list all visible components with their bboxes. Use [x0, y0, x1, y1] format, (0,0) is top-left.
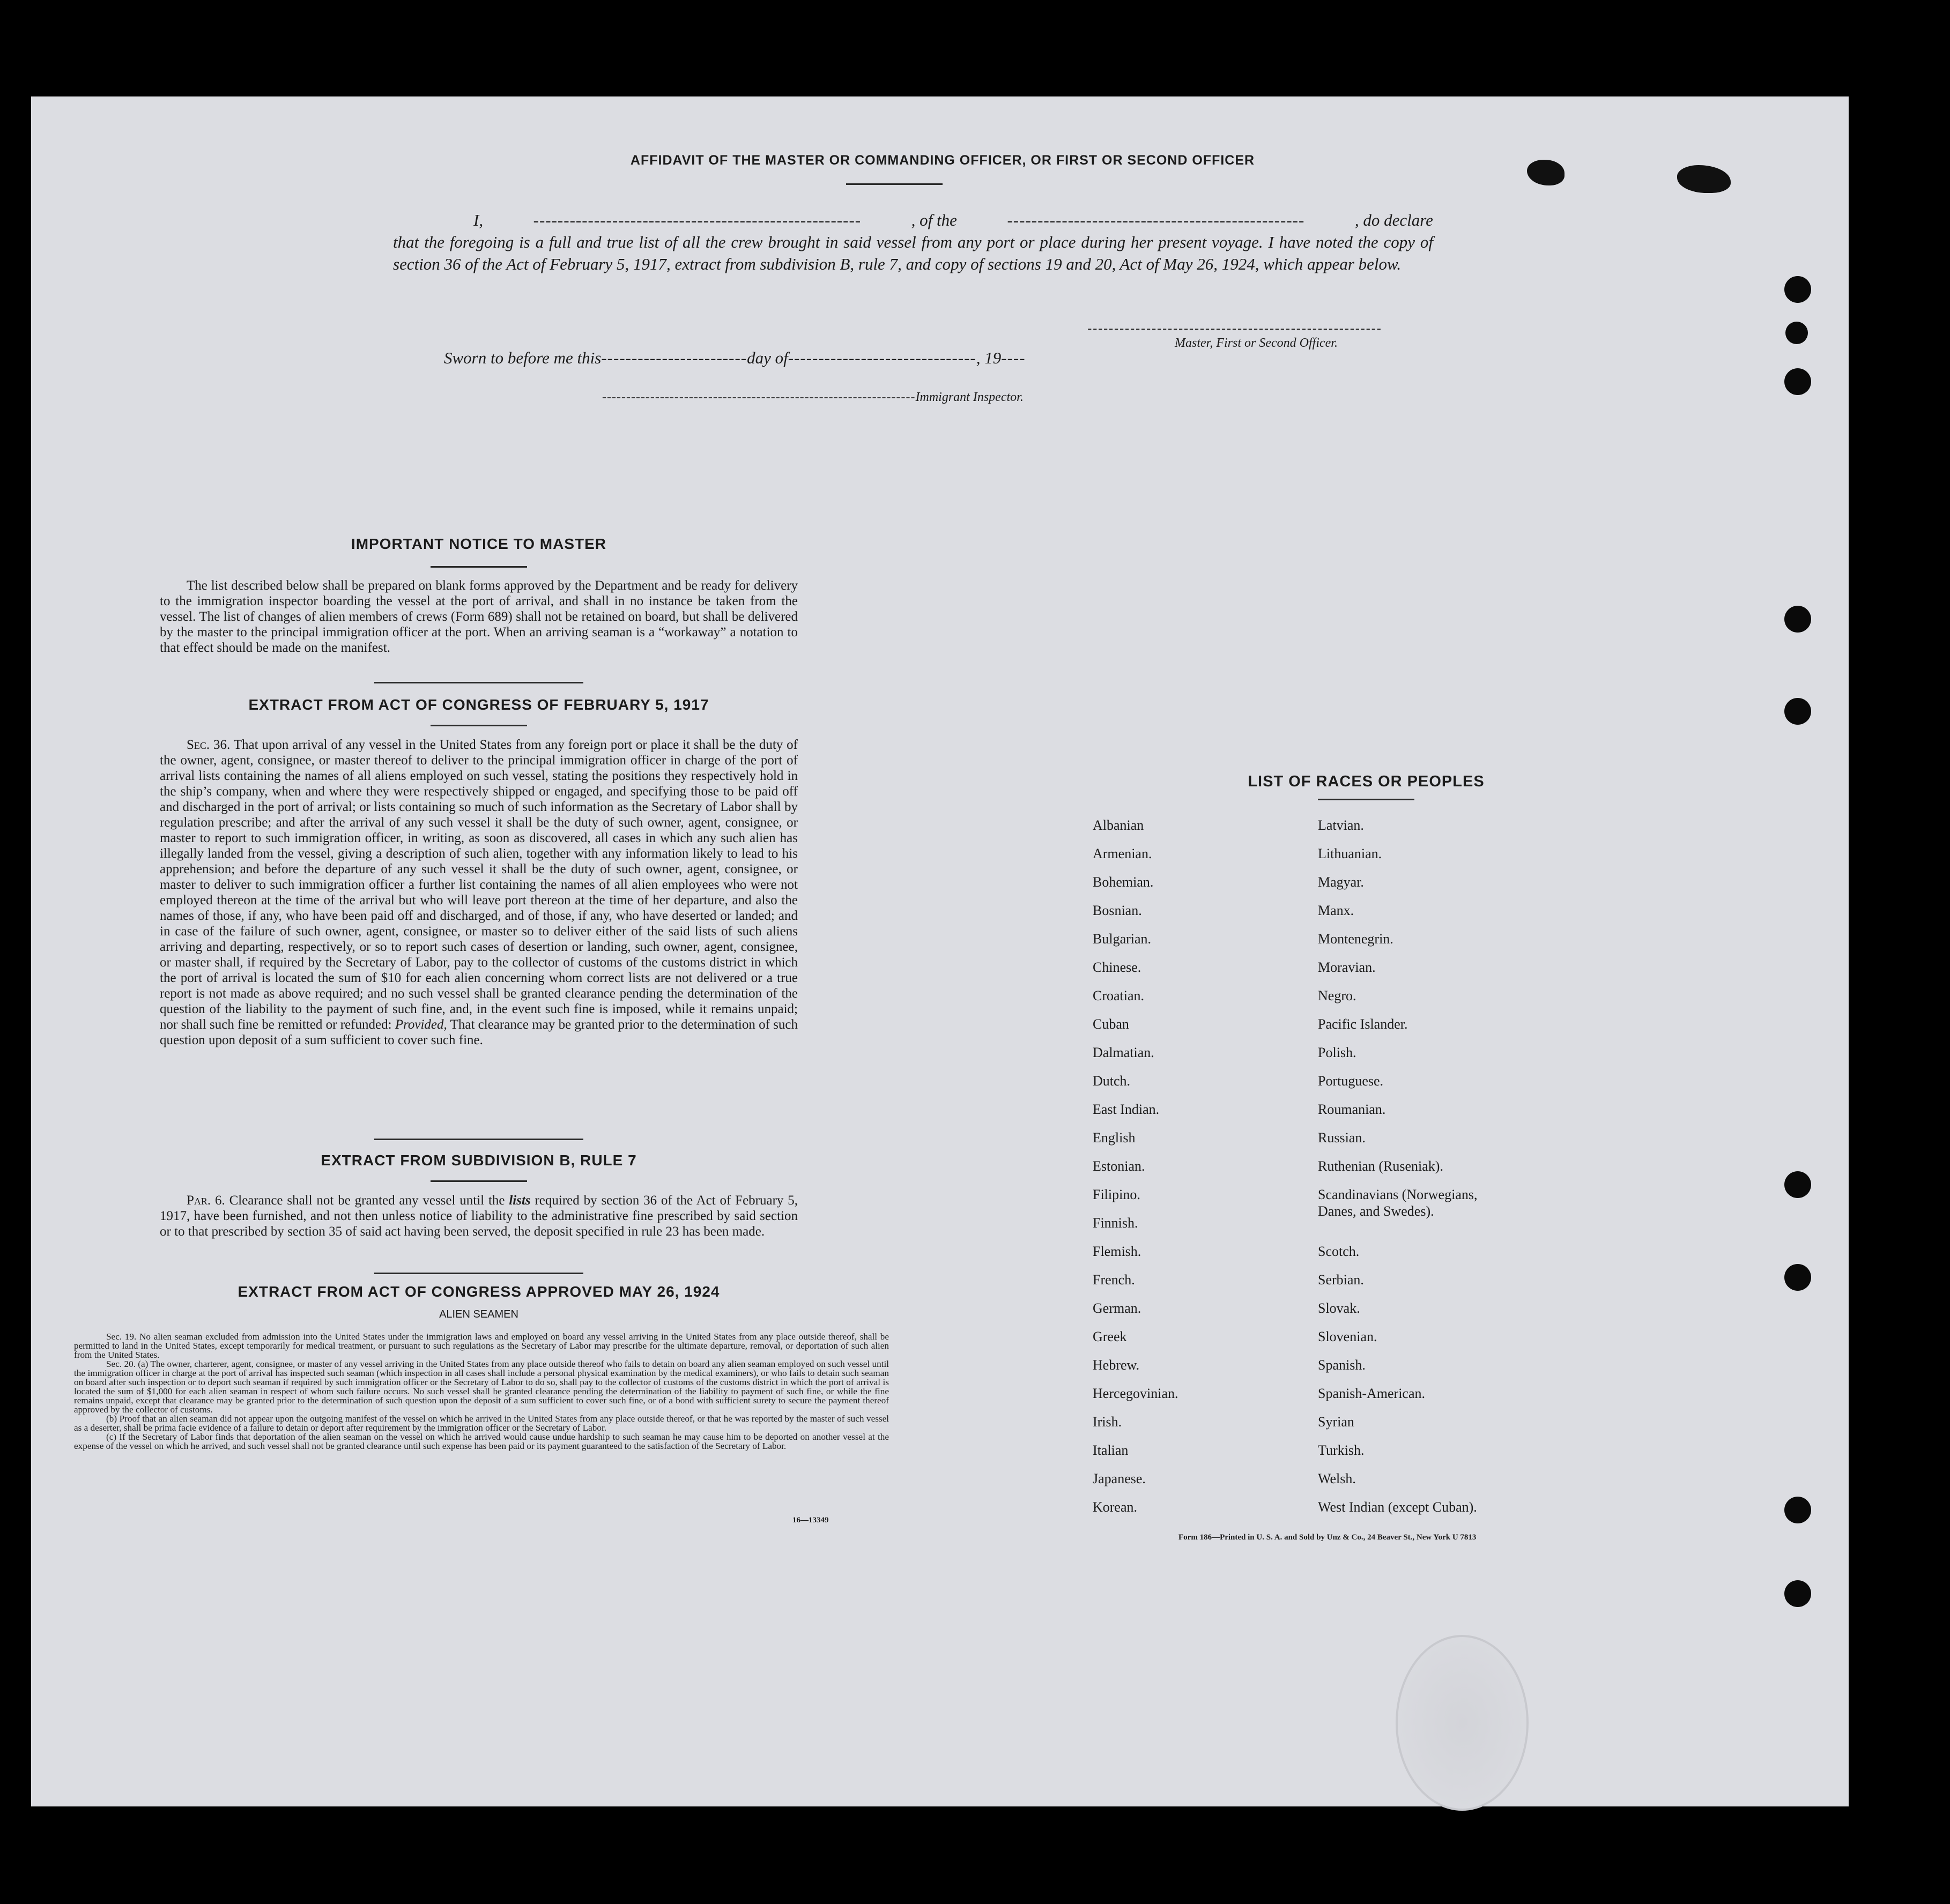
list-item: Bosnian.: [1093, 903, 1142, 918]
punch-hole: [1784, 698, 1811, 725]
list-item: Albanian: [1093, 817, 1144, 833]
punch-hole: [1784, 368, 1811, 395]
printer-footer: Form 186—Printed in U. S. A. and Sold by Unz & Co., 24 Beaver St., New York U 7813: [1178, 1533, 1477, 1542]
list-item: Korean.: [1093, 1499, 1138, 1515]
sworn-line: [444, 348, 1026, 368]
list-item: Turkish.: [1318, 1442, 1365, 1458]
punch-hole: [1784, 1580, 1811, 1607]
embossed-seal: [1396, 1635, 1529, 1811]
inspector-line: [602, 390, 1024, 405]
list-item: Italian: [1093, 1442, 1129, 1458]
list-item: Pacific Islander.: [1318, 1016, 1408, 1032]
punch-hole: [1784, 606, 1811, 633]
list-item: Scandinavians (Norwegians, Danes, and Swedes).: [1318, 1187, 1478, 1219]
list-item: Cuban: [1093, 1016, 1129, 1032]
of-the-label: , of the: [911, 211, 957, 229]
divider: [431, 725, 527, 726]
list-item: Welsh.: [1318, 1471, 1356, 1486]
blank-line: ------------------------: [601, 348, 747, 367]
inspector-caption: Immigrant Inspector.: [915, 390, 1024, 404]
ink-blot: [1527, 160, 1565, 185]
sec-20c-text: (c) If the Secretary of Labor finds that deportation of the alien seaman on the vessel on which he arrived would cause undue hardship to such seaman he may cause him to be deported on another vessel at the expense of the vessel on which he arrived, and such vessel shall not be granted clearance until such expense has been paid or its payment guaranteed to the satisfaction of the Secretary of Labor.: [74, 1432, 889, 1451]
list-item: Spanish-American.: [1318, 1386, 1426, 1401]
signature-caption: Master, First or Second Officer.: [1175, 336, 1338, 350]
list-item: Manx.: [1318, 903, 1354, 918]
ink-blot: [1677, 165, 1731, 193]
list-item: Hercegovinian.: [1093, 1386, 1178, 1401]
list-item: Ruthenian (Ruseniak).: [1318, 1158, 1443, 1174]
list-item: Spanish.: [1318, 1357, 1366, 1373]
affidavit-text: that the foregoing is a full and true list of all the crew brought in said vessel from any port or place during her present voyage. I have noted the copy of section 36 of the Act of February 5, 1917, extract from subdivision B, rule 7, and copy of sections 19 and 20, Act of May 26, 1924, which appear below.: [393, 233, 1433, 273]
divider: [846, 183, 943, 185]
blank-line: ----: [1001, 348, 1026, 367]
list-item: Flemish.: [1093, 1244, 1141, 1259]
list-item: Finnish.: [1093, 1215, 1138, 1231]
list-item: Moravian.: [1318, 960, 1376, 975]
sec-20a-text: Sec. 20. (a) The owner, charterer, agent, consignee, or master of any vessel arriving in the United States from any place outside thereof who fails to detain on board any alien seaman employed on such vessel until the immigration officer in charge at the port of arrival has inspected such seaman (which inspection in all cases shall include a personal physical examination by the medical examiners), or who fails to detain such seaman on board after such inspection or to deport such seaman if required by such immigration officer or the Secretary of Labor to do so, shall pay to the collector of customs of the customs district in which the port of arrival is located the sum of $1,000 for each alien seaman in respect of whom such failure occurs. No such vessel shall be granted clearance pending the determination of the liability to payment of such fine, or while the fine remains unpaid, except that clearance may be granted prior to the determination of such question upon the deposit of a sum sufficient to cover such fine, or of a bond with sufficient surety to secure the payment thereof approved by the collector of customs.: [74, 1359, 889, 1415]
divider: [374, 1273, 583, 1274]
list-item: East Indian.: [1093, 1102, 1160, 1117]
list-item: Greek: [1093, 1329, 1127, 1344]
sec-19-text: Sec. 19. No alien seaman excluded from admission into the United States under the immigration laws and employed on board any vessel arriving in the United States from any place outside thereof, shall be permitted to land in the United States, except temporarily for medical treatment, or pursuant to such regulations as the Secretary of Labor may prescribe for the ultimate departure, removal, or deportation of such alien from the United States.: [74, 1332, 889, 1360]
list-item: Montenegrin.: [1318, 931, 1393, 947]
punch-hole: [1785, 322, 1808, 344]
form-number: 16—13349: [792, 1516, 829, 1524]
divider: [431, 1180, 527, 1182]
list-item: Scotch.: [1318, 1244, 1360, 1259]
list-item: Dalmatian.: [1093, 1045, 1154, 1060]
extract-1924-text: [74, 1332, 889, 1451]
list-item: Slovenian.: [1318, 1329, 1377, 1344]
punch-hole: [1784, 1264, 1811, 1291]
blank-line: -------------------------------: [788, 348, 976, 367]
affidavit-title: AFFIDAVIT OF THE MASTER OR COMMANDING OFFICER, OR FIRST OR SECOND OFFICER: [630, 153, 1255, 168]
divider: [1318, 799, 1414, 800]
punch-hole: [1784, 276, 1811, 303]
list-item: Croatian.: [1093, 988, 1145, 1003]
extract-1917-title: EXTRACT FROM ACT OF CONGRESS OF FEBRUARY 5, 1917: [248, 696, 709, 713]
punch-hole: [1784, 1171, 1811, 1198]
list-item: Irish.: [1093, 1414, 1122, 1430]
races-title: LIST OF RACES OR PEOPLES: [1248, 773, 1485, 790]
list-item: English: [1093, 1130, 1136, 1146]
sworn-day: day of: [747, 348, 788, 367]
declare-label: , do declare: [1354, 211, 1433, 229]
list-item: Bulgarian.: [1093, 931, 1152, 947]
list-item: Bohemian.: [1093, 874, 1154, 890]
provided-word: Provided,: [395, 1017, 447, 1032]
list-item: Roumanian.: [1318, 1102, 1386, 1117]
list-item: Armenian.: [1093, 846, 1152, 861]
list-item: Negro.: [1318, 988, 1356, 1003]
notice-text: The list described below shall be prepared on blank forms approved by the Department and be ready for delivery to the immigration inspector boarding the vessel at the port of arrival, and shall in no instance be taken from the vessel. The list of changes of alien members of crews (Form 689) shall not be retained on board, but shall be delivered by the master to the principal immigration officer at the port. When an arriving seaman is a “workaway” a notation to that effect should be made on the manifest.: [160, 578, 798, 655]
blank-line: -----------------------------------------------------------------: [602, 390, 916, 404]
sec-36-end: That clearance may be granted prior to the determination of such question upon deposit of a sum sufficient to cover such fine.: [160, 1017, 798, 1047]
rule7-title: EXTRACT FROM SUBDIVISION B, RULE 7: [321, 1152, 637, 1169]
list-item: Serbian.: [1318, 1272, 1364, 1288]
lists-word: lists: [509, 1193, 531, 1208]
list-item: Portuguese.: [1318, 1073, 1384, 1089]
blank-line: -------------------------------------------------: [1007, 211, 1305, 229]
list-item: Russian.: [1318, 1130, 1366, 1146]
sec-20b-text: (b) Proof that an alien seaman did not appear upon the outgoing manifest of the vessel on which he arrived in the United States from any place outside thereof, or that he was reported by the master of such vessel as a deserter, shall be prima facie evidence of a failure to detain or deport after requirement by the immigration officer or the Secretary of Labor.: [74, 1414, 889, 1433]
list-item: Japanese.: [1093, 1471, 1146, 1486]
sworn-prefix: Sworn to before me this: [444, 348, 602, 367]
list-item: Estonian.: [1093, 1158, 1145, 1174]
list-item: Dutch.: [1093, 1073, 1131, 1089]
document-page: [31, 96, 1849, 1806]
i-label: I,: [473, 211, 484, 229]
blank-line: ------------------------------------------------------: [533, 211, 862, 229]
extract-1924-subtitle: ALIEN SEAMEN: [439, 1308, 518, 1320]
list-item: Slovak.: [1318, 1300, 1360, 1316]
extract-1924-title: EXTRACT FROM ACT OF CONGRESS APPROVED MAY 26, 1924: [238, 1283, 720, 1300]
signature-block: [1069, 322, 1401, 351]
extract-1917-text: [160, 737, 798, 1048]
divider: [374, 1139, 583, 1140]
affidavit-first-line: [393, 209, 1433, 231]
sec-36-text: That upon arrival of any vessel in the United States from any foreign port or place it shall be the duty of the owner, agent, consignee, or master thereof to deliver to the principal immigration officer in charge of the port of arrival lists containing the names of all aliens employed on such vessel, stating the positions they respectively hold in the ship’s company, when and where they were respectively shipped or engaged, and specifying those to be paid off and discharged in the port of arrival; or lists containing so much of such information as the Secretary of Labor shall by regulation prescribe; and after the arrival of any such vessel it shall be the duty of such owner, agent, consignee, or master to report to such immigration officer, in writing, as soon as discovered, all cases in which any such alien has illegally landed from the vessel, giving a description of such alien, together with any information likely to lead to his apprehension; and before the departure of any such vessel it shall be the duty of such owner, agent, consignee, or master to deliver to such immigration officer a further list containing the names of all alien employees who were not employed thereon at the time of the arrival but who will leave port thereon at the time of her departure, and also the names of those, if any, who have been paid off and discharged, and of those, if any, who have deserted or landed; and in case of the failure of such owner, agent, consignee, or master so to deliver either of the said lists of such aliens arriving and departing, respectively, or so to report such cases of desertion or landing, such owner, agent, consignee, or master shall, if required by the Secretary of Labor, pay to the collector of customs of the customs district in which the port of arrival is located the sum of $10 for each alien concerning whom correct lists are not delivered or a true report is not made as above required; and no such vessel shall be granted clearance pending the determination of the question of the liability to the payment of such fine, and, in the event such fine is imposed, while it remains unpaid; nor shall such fine be remitted or refunded:: [160, 738, 798, 1032]
list-item: Latvian.: [1318, 817, 1364, 833]
divider: [374, 682, 583, 683]
list-item: Lithuanian.: [1318, 846, 1382, 861]
list-item: Filipino.: [1093, 1187, 1140, 1202]
list-item: Hebrew.: [1093, 1357, 1140, 1373]
notice-title: IMPORTANT NOTICE TO MASTER: [351, 536, 607, 552]
list-item: Syrian: [1318, 1414, 1354, 1430]
rule7-text-a: Clearance shall not be granted any vessel until the: [229, 1193, 505, 1208]
affidavit-body: [393, 209, 1433, 275]
list-item: French.: [1093, 1272, 1135, 1288]
sworn-year: , 19: [976, 348, 1002, 367]
rule7-text-b: required by section 36 of the Act of February 5, 1917, have been furnished, and not then unless notice of liability to the administrative fine prescribed by said section or to that prescribed by section 35 of said act having been served, the deposit specified in rule 23 has been made.: [160, 1193, 798, 1239]
list-item: West Indian (except Cuban).: [1318, 1499, 1477, 1515]
list-item: Polish.: [1318, 1045, 1356, 1060]
rule7-text: [160, 1193, 798, 1239]
list-item: German.: [1093, 1300, 1141, 1316]
list-item: Magyar.: [1318, 874, 1364, 890]
par-label: Par. 6.: [187, 1193, 225, 1208]
list-item: Chinese.: [1093, 960, 1141, 975]
punch-hole: [1784, 1497, 1811, 1523]
blank-line: -------------------------------------------------------: [1087, 322, 1382, 336]
sec-label: Sec. 36.: [187, 738, 231, 752]
divider: [431, 566, 527, 568]
